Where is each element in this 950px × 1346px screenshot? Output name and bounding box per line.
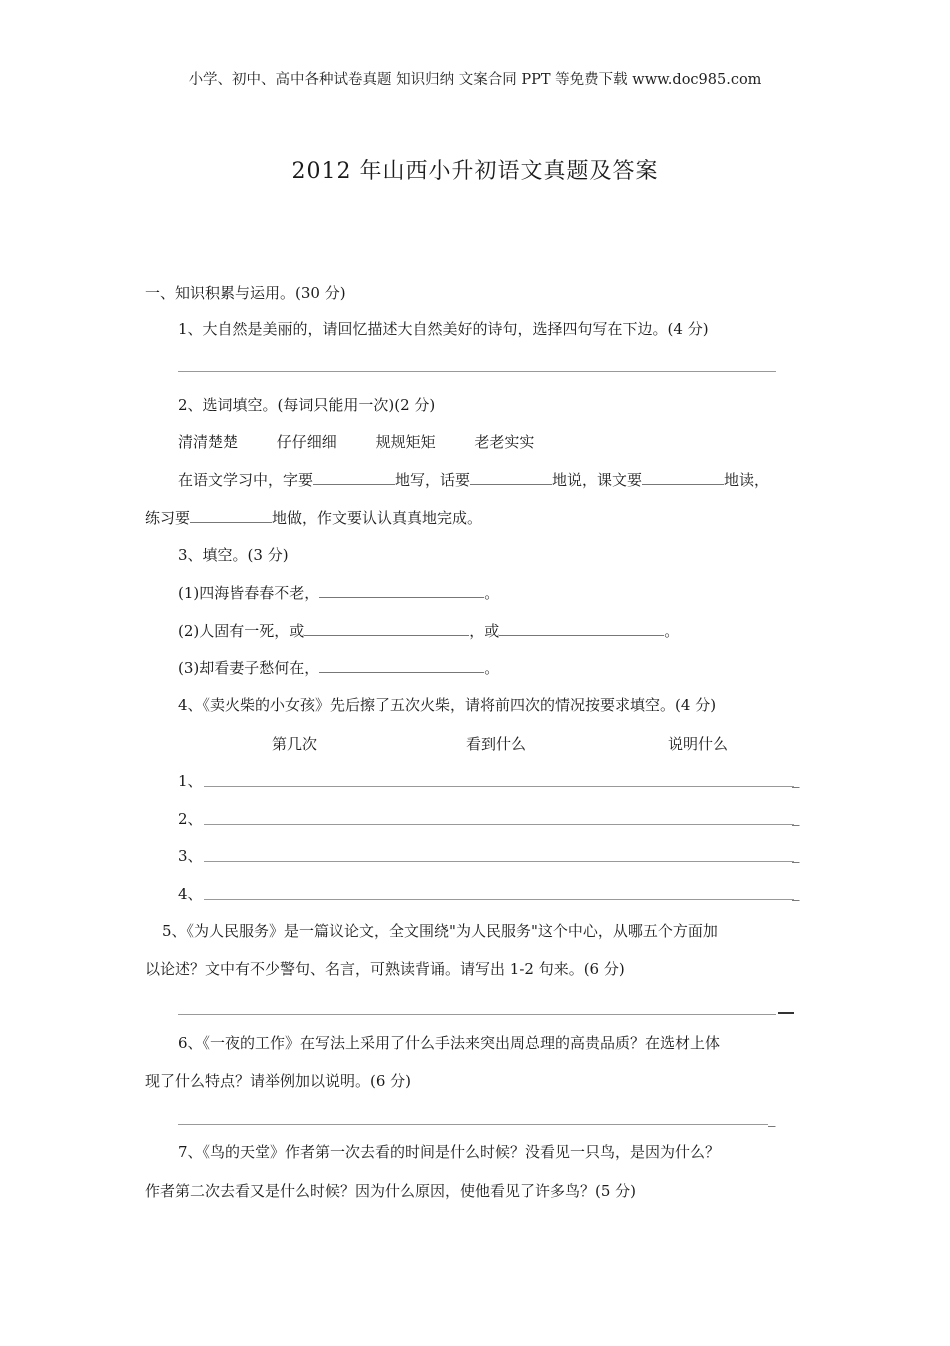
question-2: 2、选词填空。(每词只能用一次)(2 分) — [178, 396, 436, 414]
blank-field[interactable] — [642, 470, 724, 485]
answer-line-q6[interactable] — [178, 1124, 768, 1125]
line-text: 。 — [484, 659, 500, 677]
fill-sentence-line1 — [178, 469, 769, 490]
column-header: 第几次 — [272, 735, 318, 753]
line-text: 。 — [664, 622, 680, 640]
question-6-line1: 6、《一夜的工作》在写法上采用了什么手法来突出周总理的高贵品质？在选材上体 — [178, 1034, 721, 1052]
row-label: 4、 — [178, 885, 203, 903]
fill-sentence-line2 — [145, 507, 482, 528]
row-label: 1、 — [178, 772, 203, 790]
answer-line-q1[interactable] — [178, 371, 776, 372]
question-5-line1: 5、《为人民服务》是一篇议论文，全文围绕"为人民服务"这个中心，从哪五个方面加 — [162, 922, 718, 940]
sentence-text: 地说，课文要 — [552, 471, 643, 489]
sentence-text: 地写，话要 — [395, 471, 471, 489]
column-header: 说明什么 — [668, 735, 729, 753]
line-text: (3)却看妻子愁何在， — [178, 659, 320, 677]
section-heading: 一、知识积累与运用。(30 分) — [145, 284, 346, 302]
question-3: 3、填空。(3 分) — [178, 546, 289, 564]
line-text: (2)人固有一死，或 — [178, 622, 305, 640]
sentence-text: 地做，作文要认认真真地完成。 — [272, 509, 483, 527]
question-6-line2: 现了什么特点？请举例加以说明。(6 分) — [145, 1072, 412, 1090]
page-header: 小学、初中、高中各种试卷真题 知识归纳 文案合同 PPT 等免费下载 www.doc985.com — [188, 72, 762, 88]
line-end-mark: _ — [768, 1109, 776, 1127]
line-text: 。 — [484, 584, 500, 602]
question-7-line1: 7、《鸟的天堂》作者第一次去看的时间是什么时候？没看见一只鸟，是因为什么？ — [178, 1143, 721, 1161]
word-option: 规规矩矩 — [375, 433, 436, 451]
word-option: 清清楚楚 — [178, 433, 239, 451]
line-end-mark — [778, 1012, 794, 1014]
line-end-mark: _ — [792, 808, 800, 826]
fill-line-3 — [178, 657, 499, 678]
blank-field[interactable] — [499, 621, 664, 636]
blank-field[interactable] — [190, 508, 272, 523]
answer-line[interactable] — [204, 861, 794, 862]
blank-field[interactable] — [470, 470, 552, 485]
word-option: 仔仔细细 — [276, 433, 337, 451]
column-header: 看到什么 — [466, 735, 527, 753]
question-4: 4、《卖火柴的小女孩》先后擦了五次火柴，请将前四次的情况按要求填空。(4 分) — [178, 696, 717, 714]
question-7-line2: 作者第二次去看又是什么时候？因为什么原因，使他看见了许多鸟？(5 分) — [145, 1182, 637, 1200]
blank-field[interactable] — [304, 621, 469, 636]
sentence-text: 地读， — [724, 471, 770, 489]
line-text: ，或 — [469, 622, 500, 640]
blank-field[interactable] — [313, 470, 395, 485]
answer-line[interactable] — [204, 824, 794, 825]
answer-line[interactable] — [204, 786, 794, 787]
word-bank — [178, 431, 568, 452]
row-label: 3、 — [178, 847, 203, 865]
word-option: 老老实实 — [474, 433, 535, 451]
answer-line-q5[interactable] — [178, 1014, 776, 1015]
line-end-mark: _ — [792, 883, 800, 901]
line-end-mark: _ — [792, 845, 800, 863]
sentence-text: 练习要 — [145, 509, 191, 527]
page-title: 2012 年山西小升初语文真题及答案 — [291, 159, 659, 184]
line-end-mark: _ — [792, 770, 800, 788]
question-5-line2: 以论述？文中有不少警句、名言，可熟读背诵。请写出 1-2 句来。(6 分) — [145, 960, 625, 978]
blank-field[interactable] — [319, 583, 484, 598]
blank-field[interactable] — [319, 658, 484, 673]
fill-line-2 — [178, 620, 679, 641]
fill-line-1 — [178, 582, 499, 603]
question-1: 1、大自然是美丽的，请回忆描述大自然美好的诗句，选择四句写在下边。(4 分) — [178, 320, 709, 338]
line-text: (1)四海皆春春不老， — [178, 584, 320, 602]
sentence-text: 在语文学习中，字要 — [178, 471, 314, 489]
row-label: 2、 — [178, 810, 203, 828]
answer-line[interactable] — [204, 899, 794, 900]
